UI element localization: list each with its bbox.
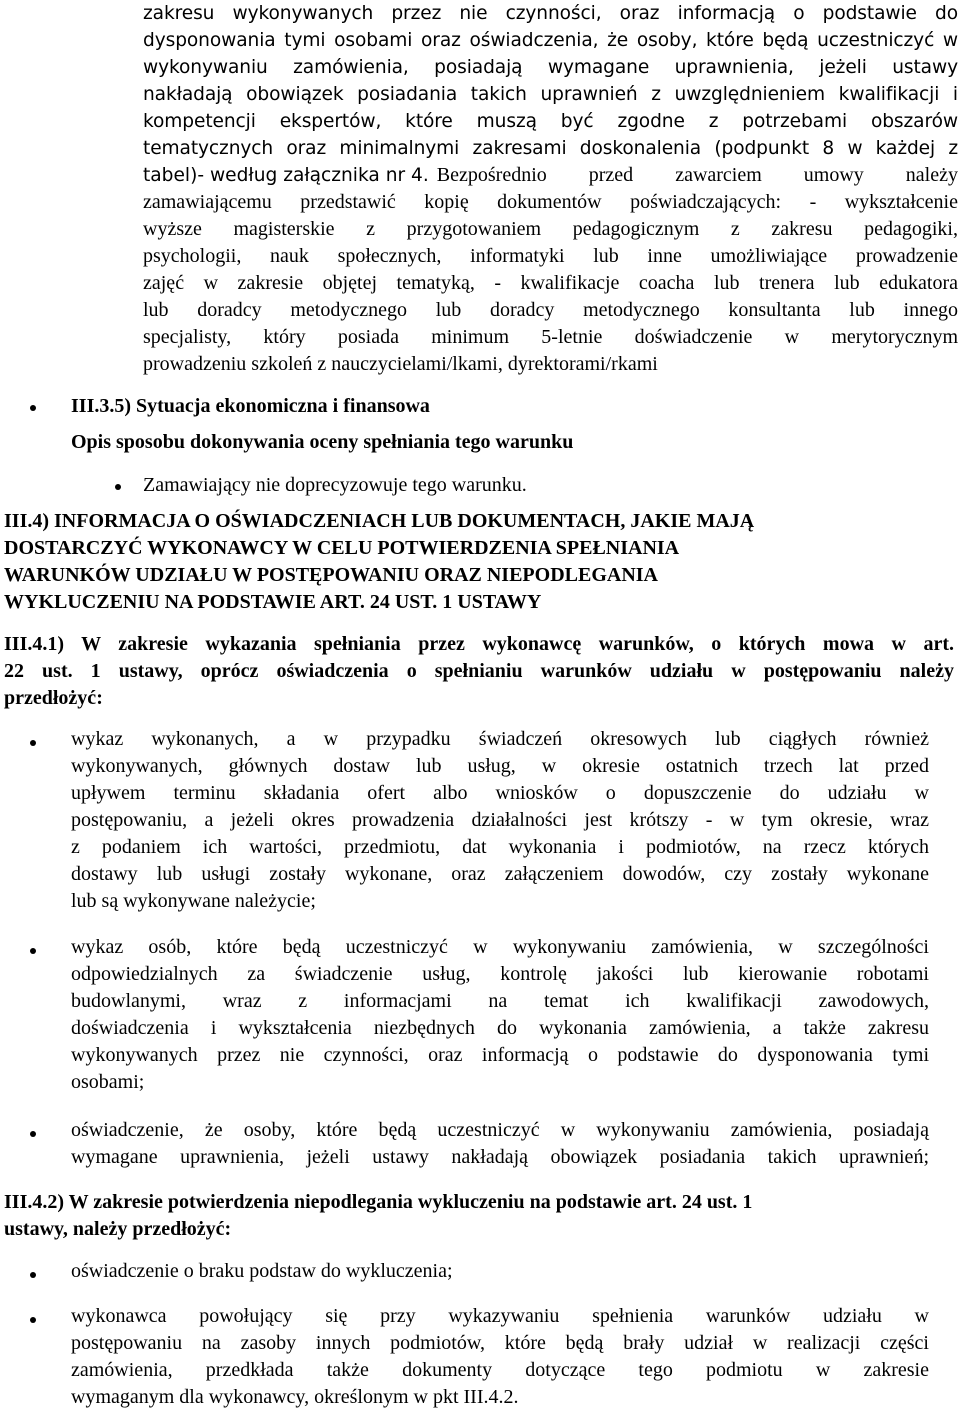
text-line: dysponowania tymi osobami oraz oświadczenia, że osoby, które będą uczestniczyć w [143,30,958,51]
text-line: postępowaniu na zasoby innych podmiotów, które będą brały udział w realizacji części [71,1332,929,1354]
text-line: wyższe magisterskie z przygotowaniem pedagogicznym z zakresu pedagogiki, [143,218,958,240]
heading-line: przedłożyć: [4,687,103,709]
text-fragment: tabel)- według załącznika nr 4. [143,165,429,186]
bullet-icon [30,740,36,746]
list-item [71,1303,929,1411]
bullet-icon [30,1272,36,1278]
list-item [71,1117,929,1171]
text-line: zakresu wykonywanych przez nie czynności, oraz informacją o podstawie do [143,3,958,24]
text-line: wykaz wykonanych, a w przypadku świadczeń okresowych lub ciągłych również [71,728,929,750]
heading-line: III.4.2) W zakresie potwierdzenia niepodlegania wykluczeniu na podstawie art. 24 ust. 1 [4,1191,753,1213]
text-line: wykonawca powołujący się przy wykazywaniu spełnienia warunków udziału w [71,1305,929,1327]
text-line: wykaz osób, które będą uczestniczyć w wykonywaniu zamówienia, w szczególności [71,936,929,958]
section-heading-4-2 [4,1189,954,1243]
list-item [71,726,929,915]
section-heading-4 [4,508,959,616]
text-line: specjalisty, który posiada minimum 5-letnie doświadczenie w merytorycznym [143,326,958,348]
section-subheading: Opis sposobu dokonywania oceny spełniania tego warunku [71,431,574,453]
text-line: upływem terminu składania ofert albo wniosków o dopuszczenie do udziału w [71,782,929,804]
text-line: zamawiającemu przedstawić kopię dokumentów poświadczających: - wykształcenie [143,191,958,213]
bullet-icon [30,948,36,954]
text-line: z podaniem ich wartości, przedmiotu, dat wykonania i podmiotów, na rzecz których [71,836,929,858]
heading-line: WARUNKÓW UDZIAŁU W POSTĘPOWANIU ORAZ NIEPODLEGANIA [4,564,658,586]
text-line: osobami; [71,1071,145,1093]
text-line: odpowiedzialnych za świadczenie usług, kontrolę jakości lub kierowanie robotami [71,963,929,985]
list-item: oświadczenie o braku podstaw do wykluczenia; [71,1260,453,1282]
heading-line: DOSTARCZYĆ WYKONAWCY W CELU POTWIERDZENIA SPEŁNIANIA [4,537,680,559]
text-line: kompetencji ekspertów, które muszą być zgodne z potrzebami obszarów [143,111,958,132]
text-line: wykonywanych, głównych dostaw lub usług, w okresie ostatnich trzech lat przed [71,755,929,777]
text-line: wykonywanych przez nie czynności, oraz informacją o podstawie do dysponowania tymi [71,1044,929,1066]
text-line: psychologii, nauk społecznych, informatyki lub inne umożliwiające prowadzenie [143,245,958,267]
top-paragraph [143,0,958,162]
section-heading-4-1 [4,631,954,712]
bullet-icon [115,484,121,490]
text-line: lub są wykonywane należycie; [71,890,316,912]
text-line: wymaganym dla wykonawcy, określonym w pkt III.4.2. [71,1386,519,1408]
heading-line: ustawy, należy przedłożyć: [4,1218,232,1240]
text-line: budowlanymi, wraz z informacjami na temat ich kwalifikacji zawodowych, [71,990,929,1012]
bullet-icon [30,1317,36,1323]
text-line: dostawy lub usługi zostały wykonane, oraz załączeniem dowodów, czy zostały wykonane [71,863,929,885]
text-line: lub doradcy metodycznego lub doradcy metodycznego konsultanta lub innego [143,299,958,321]
heading-line: III.4) INFORMACJA O OŚWIADCZENIACH LUB DOKUMENTACH, JAKIE MAJĄ [4,510,755,532]
section-heading-3-5: III.3.5) Sytuacja ekonomiczna i finansowa [71,395,430,417]
section-bullet-text: Zamawiający nie doprecyzowuje tego warunku. [143,474,527,496]
text-line: oświadczenie, że osoby, które będą uczestniczyć w wykonywaniu zamówienia, posiadają [71,1119,929,1141]
heading-line: III.4.1) W zakresie wykazania spełniania przez wykonawcę warunków, o których mowa w art. [4,633,954,655]
heading-line: WYKLUCZENIU NA PODSTAWIE ART. 24 UST. 1 USTAWY [4,591,542,613]
text-line: nakładają obowiązek posiadania takich uprawnień z uwzględnieniem kwalifikacji i [143,84,958,105]
bullet-icon [30,1131,36,1137]
text-line: wykonywaniu zamówienia, posiadają wymagane uprawnienia, jeżeli ustawy [143,57,958,78]
text-line-mixed [143,162,958,189]
text-line: postępowaniu, a jeżeli okres prowadzenia działalności jest krótszy - w tym okresie, wraz [71,809,929,831]
text-line: doświadczenia i wykształcenia niezbędnych do wykonania zamówienia, a także zakresu [71,1017,929,1039]
text-line: wymagane uprawnienia, jeżeli ustawy nakładają obowiązek posiadania takich uprawnień; [71,1146,929,1168]
text-line: tematycznych oraz minimalnymi zakresami doskonalenia (podpunkt 8 w każdej z [143,138,958,159]
text-line: zajęć w zakresie objętej tematyką, - kwalifikacje coacha lub trenera lub edukatora [143,272,958,294]
text-line: prowadzeniu szkoleń z nauczycielami/lkami, dyrektorami/rkami [143,353,658,375]
text-line: zamówienia, przedkłada także dokumenty dotyczące tego podmiotu w zakresie [71,1359,929,1381]
list-item [71,934,929,1096]
top-paragraph-continued [143,189,958,378]
heading-line: 22 ust. 1 ustawy, oprócz oświadczenia o spełnianiu warunków udziału w postępowaniu należy [4,660,954,682]
bullet-icon [30,405,36,411]
text-fragment: Bezpośrednio przed zawarciem umowy należy [436,164,958,186]
